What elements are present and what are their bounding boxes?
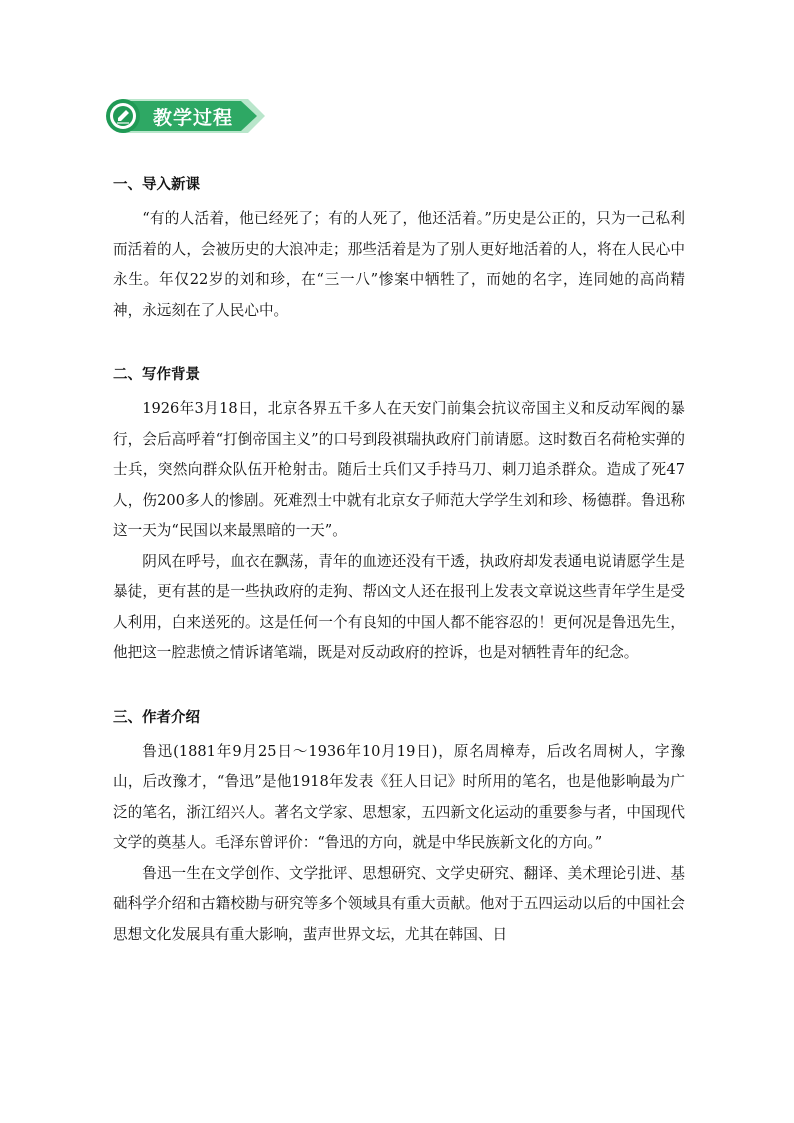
paragraph: 鲁迅(1881年9月25日～1936年10月19日)，原名周樟寿，后改名周树人，字豫山，后改豫才，“鲁迅”是他1918年发表《狂人日记》时所用的笔名，也是他影响最为广泛的笔名，浙江绍兴人。著名文学家、思想家，五四新文化运动的重要参与者，中国现代文学的奠基人。毛泽东曾评价：“鲁迅的方向，就是中华民族新文化的方向。” <box>113 742 685 851</box>
paragraph: 阴风在呼号，血衣在飘荡，青年的血迹还没有干透，执政府却发表通电说请愿学生是暴徒，更有甚的是一些执政府的走狗、帮凶文人还在报刊上发表文章说这些青年学生是受人利用，白来送死的。这是任何一个有良知的中国人都不能容忍的！更何况是鲁迅先生，他把这一腔悲愤之情诉诸笔端，既是对反动政府的控诉，也是对牺牲青年的纪念。 <box>113 552 685 661</box>
page-section-title: 教学过程 <box>153 107 234 129</box>
section-heading: 一、导入新课 <box>113 177 200 193</box>
section-heading: 二、写作背景 <box>113 367 200 383</box>
section-author <box>113 705 685 951</box>
section-heading: 三、作者介绍 <box>113 709 200 726</box>
section-background <box>113 362 685 669</box>
section-intro <box>113 172 685 326</box>
paragraph: 1926年3月18日，北京各界五千多人在天安门前集会抗议帝国主义和反动军阀的暴行，会后高呼着“打倒帝国主义”的口号到段祺瑞执政府门前请愿。这时数百名荷枪实弹的士兵，突然向群众队伍开枪射击。随后士兵们又手持马刀、刺刀追杀群众。造成了死47人，伤200多人的惨剧。死难烈士中就有北京女子师范大学学生刘和珍、杨德群。鲁迅称这一天为“民国以来最黑暗的一天”。 <box>113 400 685 539</box>
paragraph: “有的人活着，他已经死了；有的人死了，他还活着。”历史是公正的，只为一己私利而活着的人，会被历史的大浪冲走；那些活着是为了别人更好地活着的人，将在人民心中永生。年仅22岁的刘和珍，在“三一八”惨案中牺牲了，而她的名字，连同她的高尚精神，永远刻在了人民心中。 <box>113 210 685 319</box>
document-body <box>113 172 685 986</box>
paragraph: 鲁迅一生在文学创作、文学批评、思想研究、文学史研究、翻译、美术理论引进、基础科学介绍和古籍校勘与研究等多个领域具有重大贡献。他对于五四运动以后的中国社会思想文化发展具有重大影响，蜚声世界文坛，尤其在韩国、日 <box>113 864 685 943</box>
section-title-badge <box>103 96 268 136</box>
